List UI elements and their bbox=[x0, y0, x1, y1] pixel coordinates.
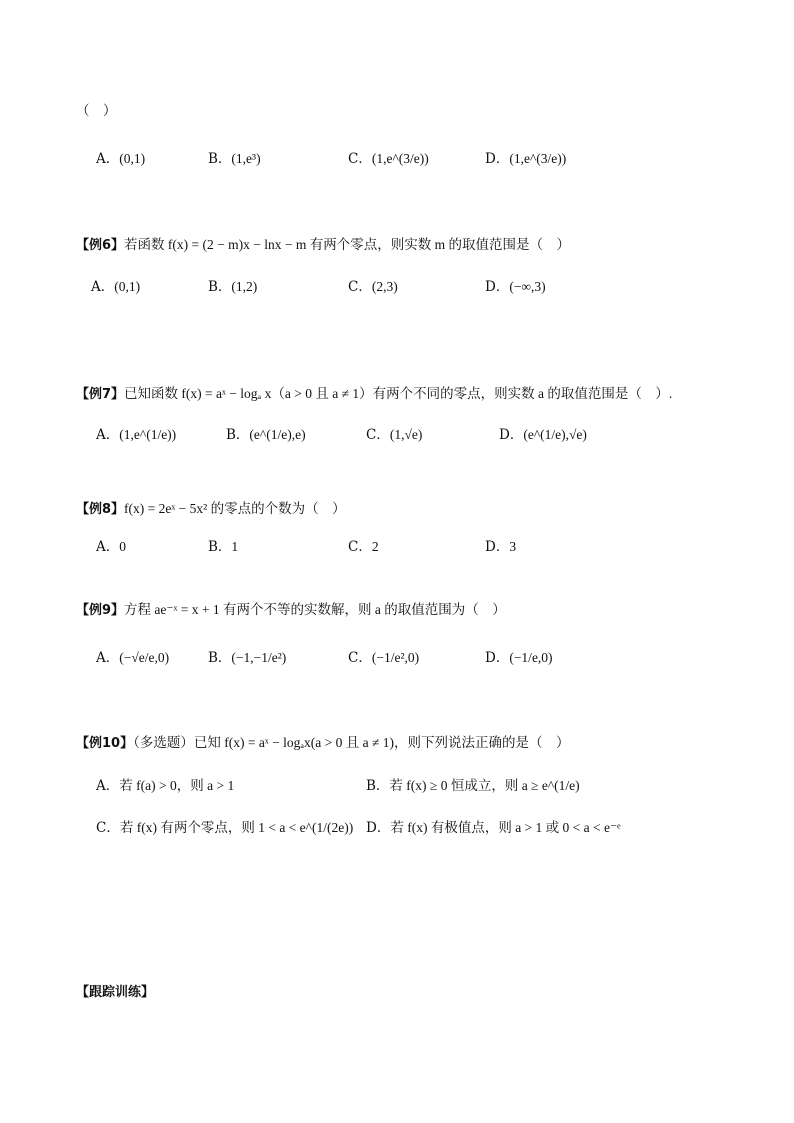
option-value: (−1/e,0) bbox=[509, 650, 553, 665]
q8-tag: 【例8】 bbox=[76, 502, 125, 517]
option-letter: B． bbox=[208, 539, 232, 555]
option-letter: D． bbox=[499, 427, 524, 443]
option-value: 若 f(a) > 0，则 a > 1 bbox=[119, 778, 235, 793]
option-letter: C． bbox=[348, 151, 372, 167]
q6-stem bbox=[76, 235, 570, 256]
q9-tag: 【例9】 bbox=[76, 603, 125, 618]
q5-option-b[interactable] bbox=[208, 149, 261, 169]
option-value: 若 f(x) 有极值点，则 a > 1 或 0 < a < e⁻ᵉ bbox=[390, 820, 621, 835]
option-letter: B． bbox=[208, 650, 232, 666]
q8-option-d[interactable] bbox=[485, 537, 516, 557]
option-value: (−√e/e,0) bbox=[119, 650, 170, 665]
section-title: 【跟踪训练】 bbox=[76, 985, 155, 1000]
option-letter: D． bbox=[485, 650, 510, 666]
q9-option-a[interactable] bbox=[96, 648, 169, 668]
q8-option-a[interactable] bbox=[96, 537, 126, 557]
option-letter: C． bbox=[366, 427, 390, 443]
option-value: 2 bbox=[371, 539, 379, 554]
q9-option-b[interactable] bbox=[208, 648, 286, 668]
option-value: (1,e^(3/e)) bbox=[509, 151, 567, 166]
option-letter: A． bbox=[96, 539, 120, 555]
q9-stem bbox=[76, 600, 506, 621]
q7-option-a[interactable] bbox=[96, 425, 176, 445]
q10-tag: 【例10】 bbox=[76, 736, 134, 751]
option-value: (1,e³) bbox=[231, 151, 261, 166]
option-value: (0,1) bbox=[114, 279, 141, 294]
q6-text: 若函数 f(x) = (2 − m)x − lnx − m 有两个零点，则实数 m 的取值范围是（ ） bbox=[124, 237, 570, 252]
q8-text: f(x) = 2eˣ − 5x² 的零点的个数为（ ） bbox=[124, 501, 346, 516]
option-value: 3 bbox=[509, 539, 517, 554]
q6-option-d[interactable] bbox=[485, 277, 546, 297]
option-value: 若 f(x) 有两个零点，则 1 < a < e^(1/(2e)) bbox=[119, 820, 354, 835]
option-letter: D． bbox=[366, 820, 391, 836]
q8-option-b[interactable] bbox=[208, 537, 238, 557]
option-letter: D． bbox=[485, 539, 510, 555]
q5-stem-tail: （ ） bbox=[76, 103, 117, 119]
q10-text: （多选题）已知 f(x) = aˣ − logₐx(a > 0 且 a ≠ 1)，则下列说法正确的是（ ） bbox=[133, 735, 570, 750]
q10-stem bbox=[76, 733, 570, 754]
option-value: (1,√e) bbox=[389, 427, 423, 442]
option-letter: C． bbox=[348, 539, 372, 555]
q10-option-a[interactable] bbox=[96, 776, 234, 796]
q5-option-c[interactable] bbox=[348, 149, 429, 169]
q10-option-b[interactable] bbox=[366, 776, 580, 796]
q8-option-c[interactable] bbox=[348, 537, 379, 557]
option-letter: D． bbox=[485, 279, 510, 295]
q6-tag: 【例6】 bbox=[76, 238, 125, 253]
option-letter: A． bbox=[96, 778, 120, 794]
option-letter: B． bbox=[226, 427, 250, 443]
option-value: (1,e^(1/e)) bbox=[119, 427, 177, 442]
q5-option-d[interactable] bbox=[485, 149, 566, 169]
option-value: (−∞,3) bbox=[509, 279, 546, 294]
option-value: (e^(1/e),e) bbox=[249, 427, 306, 442]
option-letter: B． bbox=[366, 778, 390, 794]
option-value: (e^(1/e),√e) bbox=[523, 427, 587, 442]
q7-option-d[interactable] bbox=[499, 425, 587, 445]
option-letter: C． bbox=[96, 820, 120, 836]
option-letter: A． bbox=[96, 427, 120, 443]
q7-text: 已知函数 f(x) = aˣ − logₐ x（a > 0 且 a ≠ 1）有两个不同的零点，则实数 a 的取值范围是（ ）. bbox=[124, 386, 673, 401]
option-value: (0,1) bbox=[119, 151, 146, 166]
q7-option-b[interactable] bbox=[226, 425, 306, 445]
q9-option-c[interactable] bbox=[348, 648, 419, 668]
q7-stem bbox=[76, 384, 672, 405]
option-value: 0 bbox=[119, 539, 126, 554]
q6-option-b[interactable] bbox=[208, 277, 257, 297]
option-letter: B． bbox=[208, 151, 232, 167]
q6-option-c[interactable] bbox=[348, 277, 398, 297]
option-letter: C． bbox=[348, 650, 372, 666]
option-letter: A． bbox=[96, 650, 120, 666]
option-letter: A． bbox=[96, 151, 120, 167]
q5-option-a[interactable] bbox=[96, 149, 145, 169]
option-value: 若 f(x) ≥ 0 恒成立，则 a ≥ e^(1/e) bbox=[389, 778, 580, 793]
option-letter: A． bbox=[91, 279, 115, 295]
q10-option-c[interactable] bbox=[96, 818, 353, 838]
option-value: (−1,−1/e²) bbox=[231, 650, 287, 665]
q9-text: 方程 ae⁻ˣ = x + 1 有两个不等的实数解，则 a 的取值范围为（ ） bbox=[124, 602, 506, 617]
option-value: (−1/e²,0) bbox=[371, 650, 420, 665]
option-value: (1,2) bbox=[231, 279, 258, 294]
q7-tag: 【例7】 bbox=[76, 387, 125, 402]
q7-option-c[interactable] bbox=[366, 425, 422, 445]
option-value: (1,e^(3/e)) bbox=[371, 151, 429, 166]
q6-option-a[interactable] bbox=[91, 277, 140, 297]
q9-option-d[interactable] bbox=[485, 648, 553, 668]
option-letter: D． bbox=[485, 151, 510, 167]
option-value: 1 bbox=[231, 539, 239, 554]
option-letter: C． bbox=[348, 279, 372, 295]
option-value: (2,3) bbox=[371, 279, 398, 294]
q10-option-d[interactable] bbox=[366, 818, 621, 838]
q8-stem bbox=[76, 499, 346, 520]
option-letter: B． bbox=[208, 279, 232, 295]
